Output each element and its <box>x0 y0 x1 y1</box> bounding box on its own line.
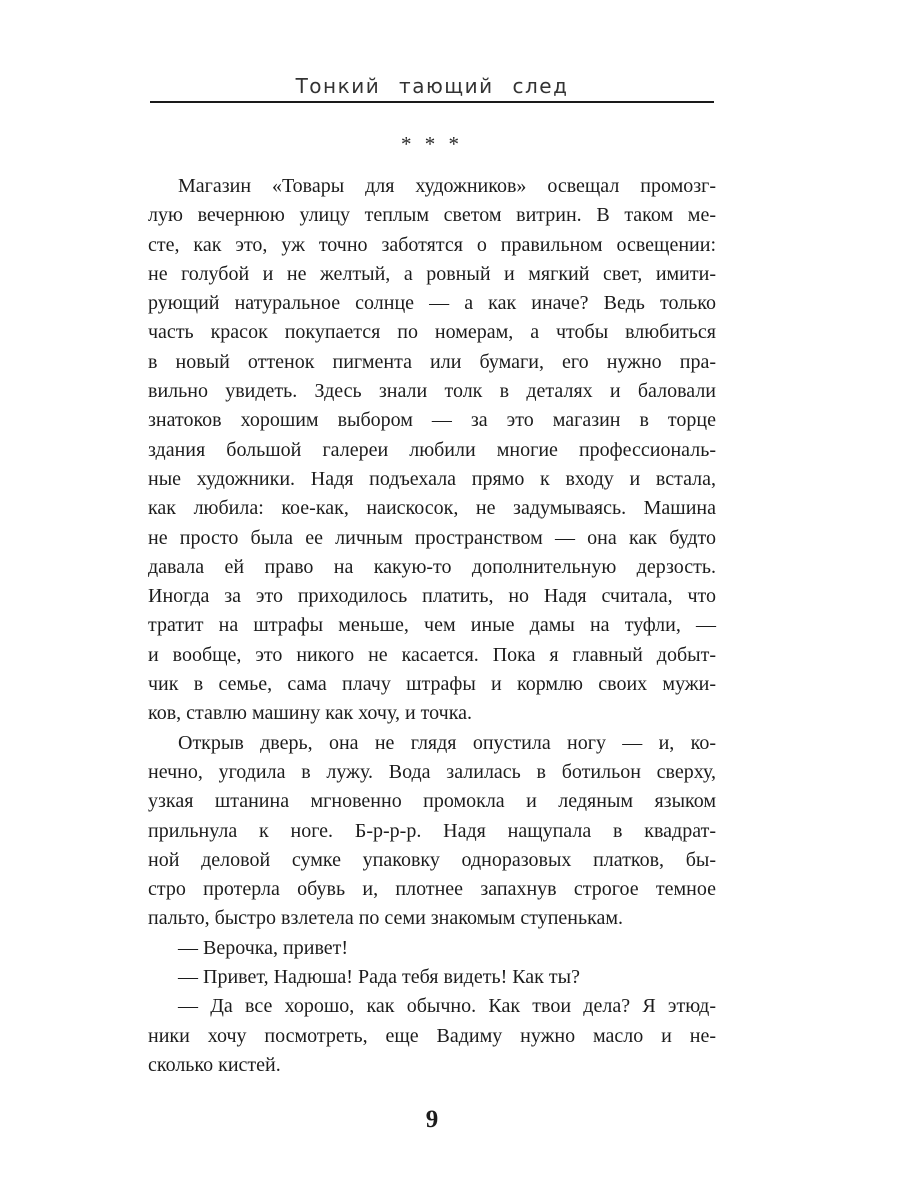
text-line: вильно увидеть. Здесь знали толк в деталях и баловали <box>148 380 716 403</box>
text-line: тратит на штрафы меньше, чем иные дамы на туфли, — <box>148 614 716 637</box>
text-line: Иногда за это приходилось платить, но Надя считала, что <box>148 585 716 608</box>
header-rule <box>150 101 714 103</box>
text-line: стро протерла обувь и, плотнее запахнув строгое темное <box>148 878 716 901</box>
text-line: ники хочу посмотреть, еще Вадиму нужно масло и не- <box>148 1024 716 1047</box>
text-line: Магазин «Товары для художников» освещал промозг- <box>178 175 716 197</box>
text-line: здания большой галереи любили многие профессиональ- <box>148 438 716 461</box>
text-line: Открыв дверь, она не глядя опустила ногу — и, ко- <box>178 731 716 754</box>
paragraph <box>148 963 716 992</box>
text-line: часть красок покупается по номерам, а чтобы влюбиться <box>148 321 716 344</box>
paragraph <box>148 172 716 729</box>
text-line: чик в семье, сама плачу штрафы и кормлю своих мужи- <box>148 673 716 696</box>
text-line: прильнула к ноге. Б-р-р-р. Надя нащупала в квадрат- <box>148 819 716 842</box>
body-text-block <box>148 172 716 1080</box>
text-line: пальто, быстро взлетела по семи знакомым ступенькам. <box>148 907 624 930</box>
paragraph <box>148 992 716 1080</box>
text-line: не просто была ее личным пространством — она как будто <box>148 526 716 549</box>
text-line: знатоков хорошим выбором — за это магазин в торце <box>148 409 716 432</box>
text-line: — Верочка, привет! <box>178 936 349 959</box>
text-line: ков, ставлю машину как хочу, и точка. <box>148 702 472 725</box>
text-line: давала ей право на какую-то дополнительную дерзость. <box>148 555 716 578</box>
text-line: как любила: кое-как, наискосок, не задумываясь. Машина <box>148 497 716 520</box>
text-line: и вообще, это никого не касается. Пока я главный добыт- <box>148 643 716 666</box>
paragraph <box>148 934 716 963</box>
text-line: сте, как это, уж точно заботятся о правильном освещении: <box>148 233 716 256</box>
paragraph <box>148 729 716 934</box>
text-line: сколько кистей. <box>148 1053 281 1076</box>
text-line: — Да все хорошо, как обычно. Как твои дела? Я этюд- <box>178 995 716 1018</box>
text-line: в новый оттенок пигмента или бумаги, его нужно пра- <box>148 350 716 373</box>
text-line: — Привет, Надюша! Рада тебя видеть! Как ты? <box>178 966 580 989</box>
page-number: 9 <box>425 1106 439 1133</box>
text-line: нечно, угодила в лужу. Вода залилась в ботильон сверху, <box>148 760 716 783</box>
text-line: рующий натуральное солнце — а как иначе? Ведь только <box>148 292 716 315</box>
running-head-title: Тонкий тающий след <box>295 74 569 98</box>
text-line: не голубой и не желтый, а ровный и мягкий свет, имити- <box>148 262 716 285</box>
text-line: ной деловой сумке упаковку одноразовых платков, бы- <box>148 848 716 871</box>
text-line: лую вечернюю улицу теплым светом витрин. В таком ме- <box>148 204 716 227</box>
text-line: узкая штанина мгновенно промокла и ледяным языком <box>148 790 716 813</box>
text-line: ные художники. Надя подъехала прямо к входу и встала, <box>148 467 716 490</box>
section-separator: * * * <box>401 132 463 156</box>
